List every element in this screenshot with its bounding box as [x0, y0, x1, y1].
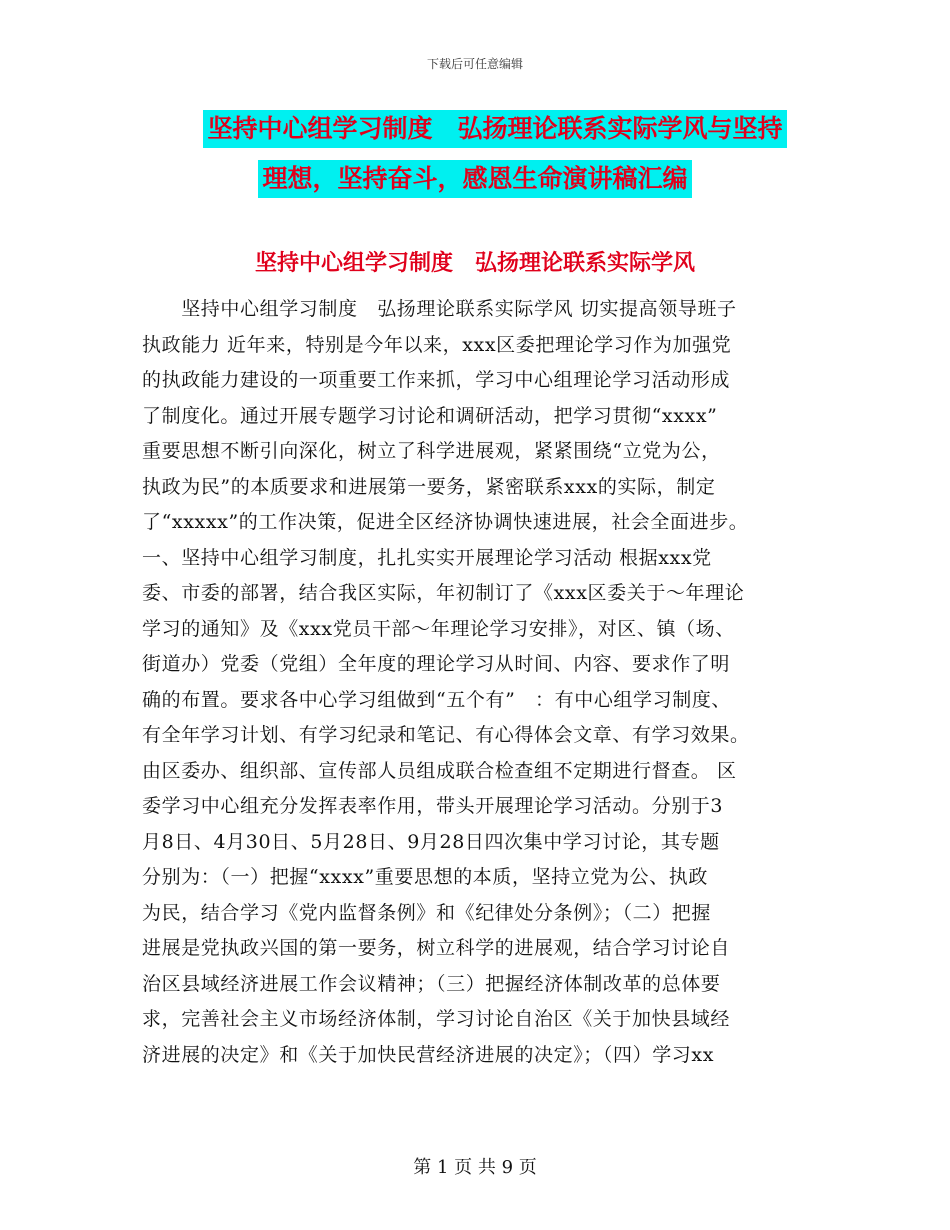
- body-line: 求，完善社会主义市场经济体制，学习讨论自治区《关于加快县域经: [142, 1008, 731, 1030]
- title-line-2: 理想，坚持奋斗，感恩生命演讲稿汇编: [258, 160, 691, 198]
- body-line: 了制度化。通过开展专题学习讨论和调研活动，把学习贯彻“xxxx”: [142, 404, 718, 427]
- body-line: 执政为民”的本质要求和进展第一要务，紧密联系xxx的实际，制定: [142, 475, 716, 498]
- body-line: 重要思想不断引向深化，树立了科学进展观，紧紧围绕“立党为公，: [142, 440, 721, 462]
- title-line-1: 坚持中心组学习制度 弘扬理论联系实际学风与坚持: [203, 110, 786, 148]
- body-line: 分别为：（一）把握“xxxx”重要思想的本质，坚持立党为公、执政: [142, 866, 708, 888]
- body-line: 委、市委的部署，结合我区实际，年初制订了《xxx区委关于～年理论: [142, 582, 745, 604]
- body-line: 由区委办、组织部、宣传部人员组成联合检查组不定期进行督查。 区: [142, 759, 737, 782]
- body-line: 为民，结合学习《党内监督条例》和《纪律处分条例》；（二）把握: [142, 901, 712, 924]
- body-text: [142, 292, 822, 1073]
- body-line: 济进展的决定》和《关于加快民营经济进展的决定》；（四）学习xx: [142, 1043, 715, 1066]
- section-subtitle: 坚持中心组学习制度 弘扬理论联系实际学风: [254, 251, 695, 276]
- body-line: 坚持中心组学习制度 弘扬理论联系实际学风 切实提高领导班子: [142, 298, 737, 320]
- body-line: 委学习中心组充分发挥表率作用，带头开展理论学习活动。分别于3: [142, 795, 724, 817]
- body-line: 治区县域经济进展工作会议精神；（三）把握经济体制改革的总体要: [142, 972, 721, 995]
- body-line: 街道办）党委（党组）全年度的理论学习从时间、内容、要求作了明: [142, 653, 731, 675]
- header-note: 下载后可任意编辑: [426, 57, 523, 71]
- body-line: 了“xxxxx”的工作决策，促进全区经济协调快速进展，社会全面进步。: [142, 511, 749, 533]
- body-line: 学习的通知》及《xxx党员干部～年理论学习安排》，对区、镇（场、: [142, 617, 735, 640]
- body-line: 一、坚持中心组学习制度，扎扎实实开展理论学习活动 根据xxx党: [142, 546, 712, 569]
- body-line: 执政能力 近年来，特别是今年以来，xxx区委把理论学习作为加强党: [142, 333, 732, 356]
- body-line: 的执政能力建设的一项重要工作来抓，学习中心组理论学习活动形成: [142, 369, 731, 391]
- body-line: 确的布置。要求各中心学习组做到“五个有” ：有中心组学习制度、: [142, 688, 732, 711]
- body-line: 有全年学习计划、有学习纪录和笔记、有心得体会文章、有学习效果。: [142, 724, 750, 746]
- body-line: 进展是党执政兴国的第一要务，树立科学的进展观，结合学习讨论自: [142, 937, 731, 959]
- page-footer: 第 1 页 共 9 页: [413, 1157, 537, 1178]
- document-title: [0, 110, 950, 198]
- body-line: 月8日、4月30日、5月28日、9月28日四次集中学习讨论，其专题: [142, 830, 720, 853]
